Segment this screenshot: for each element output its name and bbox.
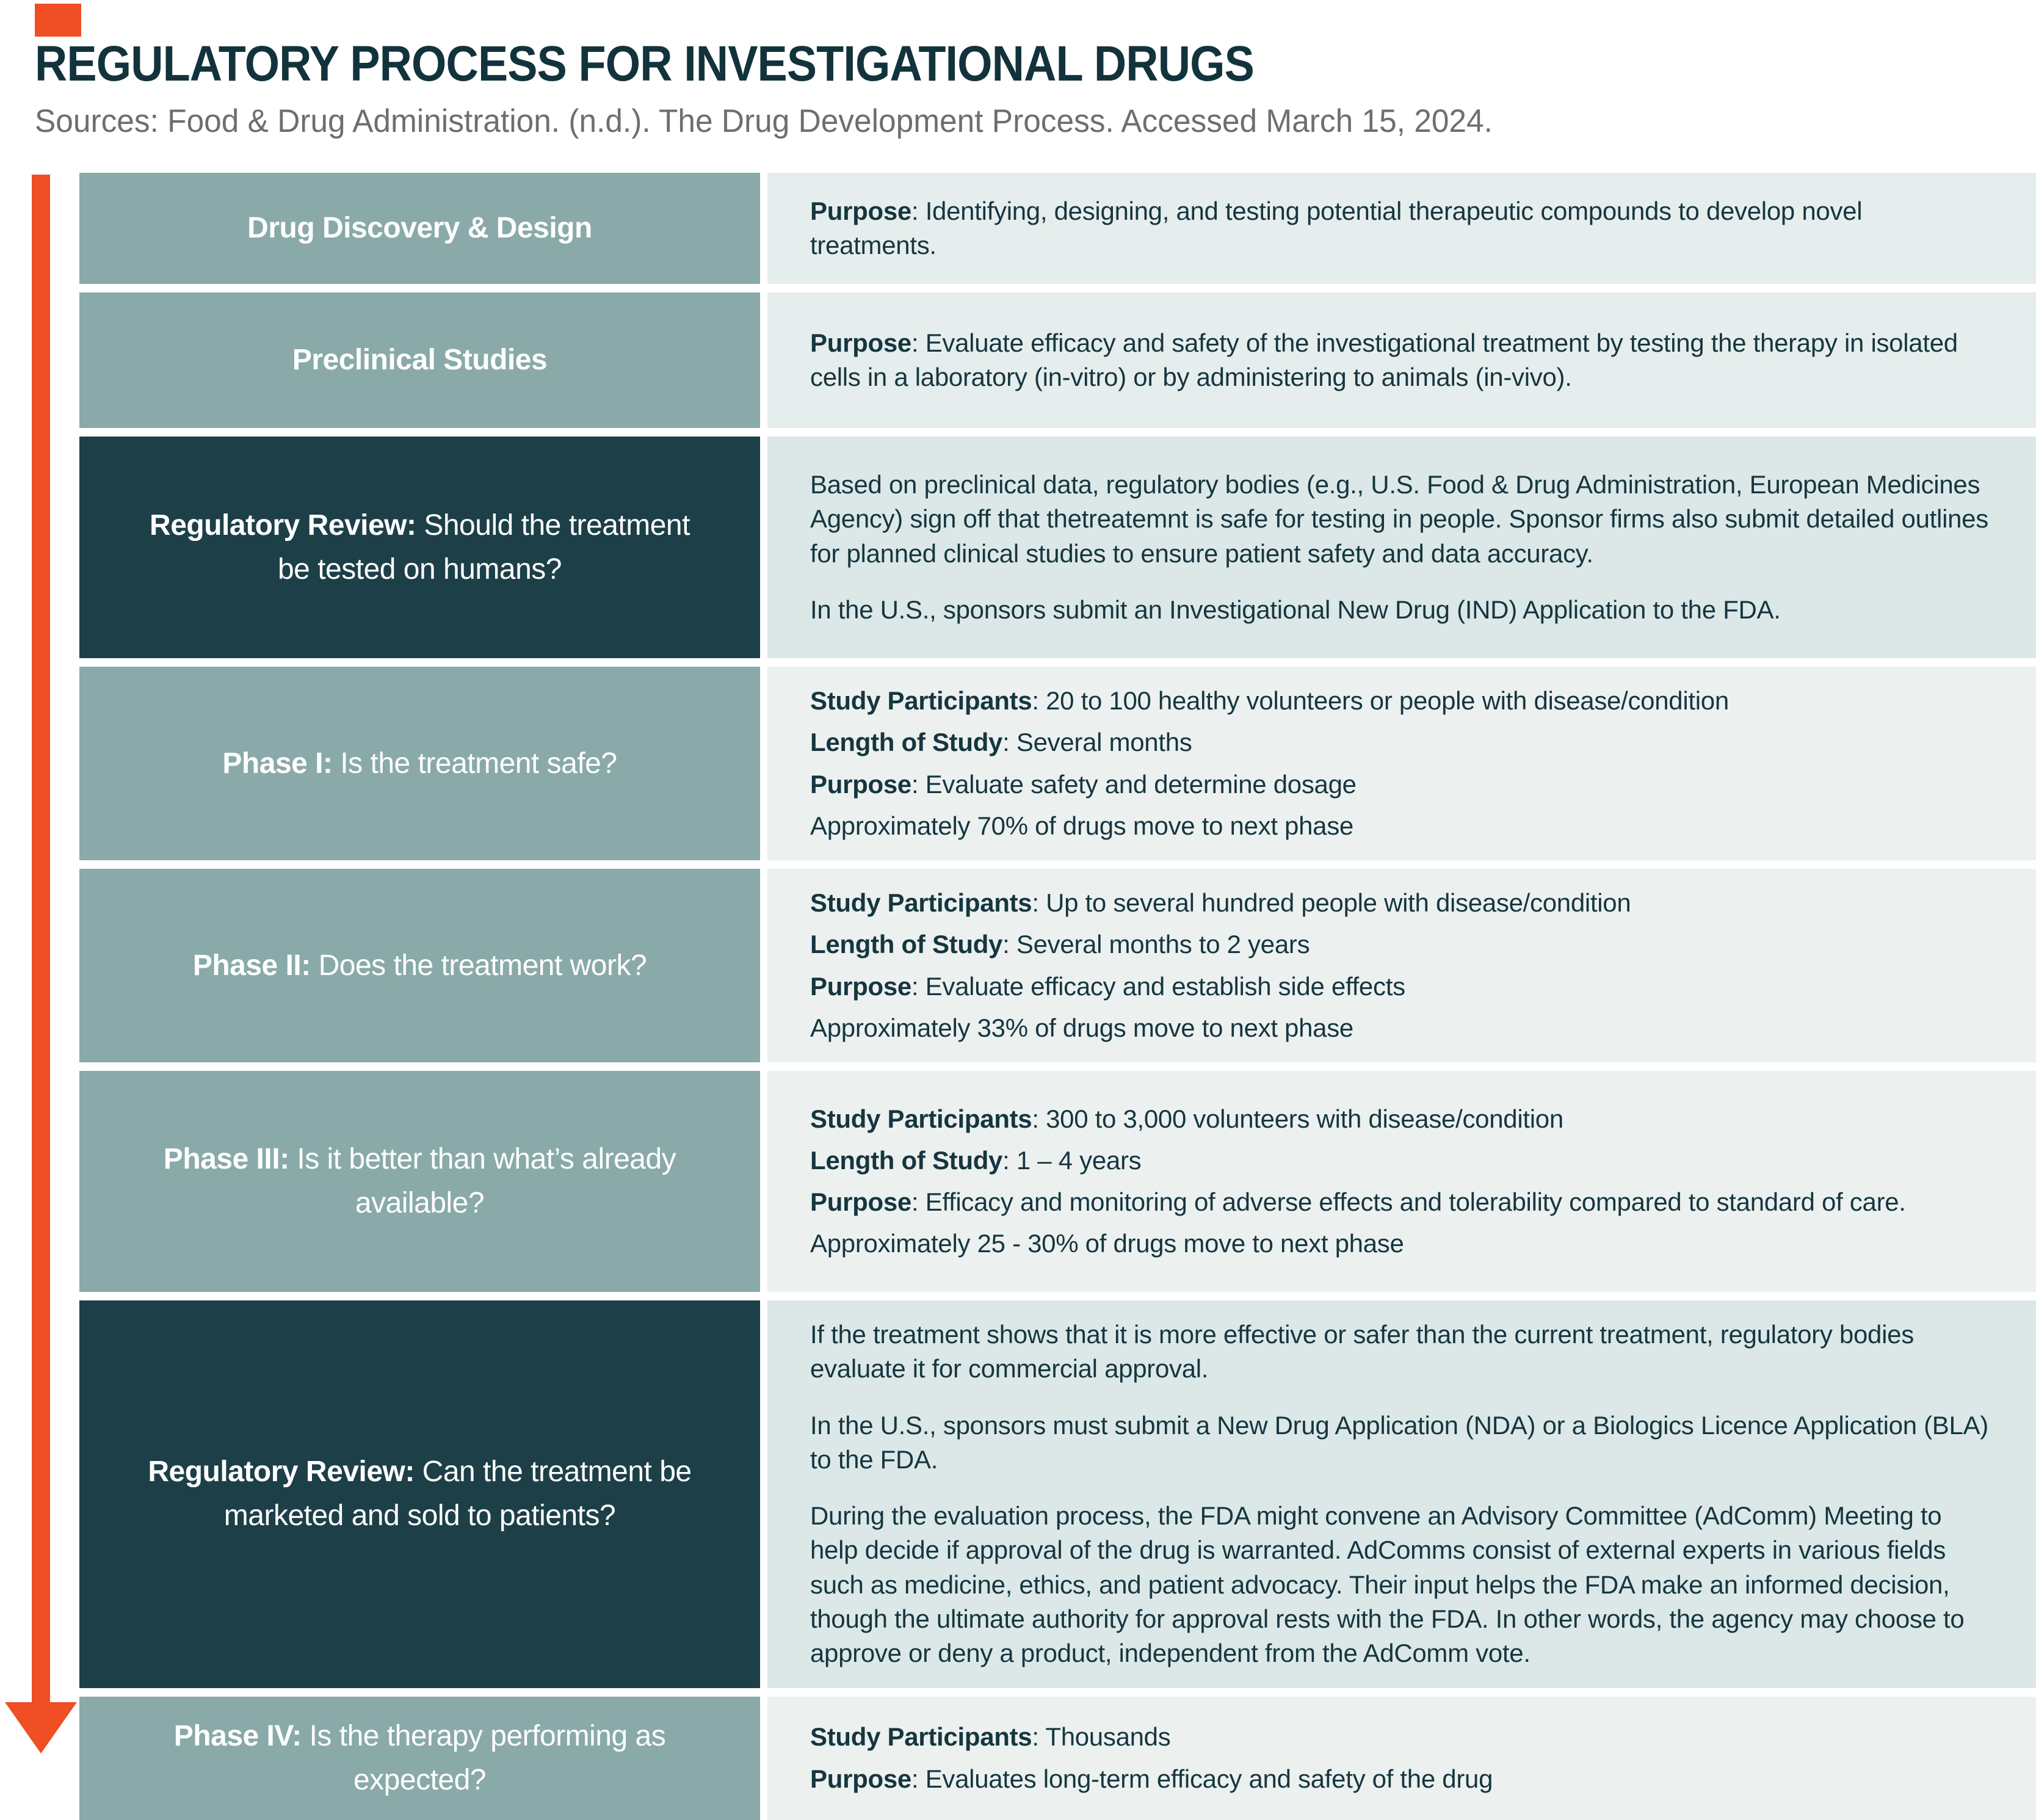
bold-text: Length of Study [810,728,1003,757]
process-rows [79,173,2036,1820]
stage-label-text [247,206,592,250]
detail-paragraph [810,886,1993,920]
bold-text: Study Participants [810,1104,1032,1133]
stage-detail-preclinical-studies [767,292,2036,428]
detail-paragraph [810,593,1993,627]
text: : 1 – 4 years [1002,1145,1142,1175]
stage-label-text [131,1450,708,1538]
bold-text: Purpose [810,196,911,225]
text: : 20 to 100 healthy volunteers or people with disease/condition [1032,686,1729,715]
text: : Evaluates long-term efficacy and safety of the drug [911,1764,1493,1793]
bold-text: Phase I: [222,747,333,780]
text: : Thousands [1032,1722,1171,1752]
stage-label-regulatory-review-ind [79,437,760,658]
detail-paragraph [810,1318,1993,1387]
bold-text: Preclinical Studies [292,344,548,376]
stage-label-phase-4 [79,1697,760,1820]
bold-text: Purpose [810,328,911,357]
detail-paragraph [810,725,1993,760]
text: Approximately 70% of drugs move to next phase [810,811,1353,840]
process-row-phase-2 [79,869,2036,1062]
stage-label-text [131,1137,708,1225]
detail-paragraph [810,970,1993,1004]
text: : Up to several hundred people with disease/condition [1032,888,1631,918]
text: : Evaluate efficacy and establish side effects [911,971,1405,1001]
process-row-phase-3 [79,1071,2036,1292]
stage-label-text [222,742,617,786]
bold-text: Purpose [810,769,911,799]
text: Approximately 25 - 30% of drugs move to next phase [810,1229,1404,1258]
text: : Identifying, designing, and testing potential therapeutic compounds to develop novel treatments. [810,196,1863,259]
detail-paragraph [810,684,1993,718]
detail-paragraph [810,767,1993,802]
bold-text: Drug Discovery & Design [247,212,592,244]
text: If the treatment shows that it is more effective or safer than the current treatment, regulatory bodies evaluate it for commercial approval. [810,1320,1914,1383]
bold-text: Length of Study [810,1145,1003,1175]
bold-text: Phase IV: [173,1719,302,1752]
text: Does the treatment work? [310,949,647,982]
stage-detail-regulatory-review-ind [767,437,2036,658]
stage-label-text [131,504,708,592]
text: Should the treatment be tested on humans? [277,509,690,586]
stage-detail-phase-1 [767,667,2036,860]
bold-text: Regulatory Review: [148,1456,415,1488]
bold-text: Length of Study [810,930,1003,959]
process-row-regulatory-review-ind [79,437,2036,658]
detail-paragraph [810,927,1993,962]
text: Is the therapy performing as expected? [301,1719,666,1796]
detail-paragraph [810,1185,1993,1219]
stage-detail-phase-4 [767,1697,2036,1820]
stage-label-phase-3 [79,1071,760,1292]
detail-paragraph [810,1011,1993,1045]
process-row-drug-discovery-design [79,173,2036,284]
detail-paragraph [810,1227,1993,1261]
text: : Efficacy and monitoring of adverse effects and tolerability compared to standard of care. [911,1187,1906,1217]
stage-detail-phase-3 [767,1071,2036,1292]
detail-paragraph [810,326,1993,395]
text: Is the treatment safe? [332,747,617,780]
detail-paragraph [810,468,1993,571]
page-title: REGULATORY PROCESS FOR INVESTIGATIONAL DRUGS [35,36,1254,92]
stage-label-preclinical-studies [79,292,760,428]
process-row-phase-4 [79,1697,2036,1820]
detail-paragraph [810,809,1993,843]
text: : Evaluate efficacy and safety of the investigational treatment by testing the therapy in isolated cells in a laboratory (in-vitro) or by administering to animals (in-vivo). [810,328,1958,391]
text: : Several months [1002,728,1192,757]
stage-detail-phase-2 [767,869,2036,1062]
stage-label-drug-discovery-design [79,173,760,284]
process-row-preclinical-studies [79,292,2036,428]
process-row-phase-1 [79,667,2036,860]
bold-text: Purpose [810,1187,911,1217]
detail-paragraph [810,194,1993,263]
arrow-down-icon [5,1702,77,1753]
stage-label-text [131,1714,708,1802]
bold-text: Phase III: [163,1143,289,1176]
stage-label-regulatory-review-marketing [79,1300,760,1688]
bold-text: Study Participants [810,888,1032,918]
stage-label-text [193,944,647,988]
stage-label-phase-1 [79,667,760,860]
detail-paragraph [810,1144,1993,1178]
text: Is it better than what’s already available? [289,1143,676,1220]
detail-paragraph [810,1102,1993,1136]
bold-text: Phase II: [192,949,311,982]
bold-text: Study Participants [810,686,1032,715]
text: Approximately 33% of drugs move to next phase [810,1013,1353,1042]
bold-text: Purpose [810,971,911,1001]
stage-detail-drug-discovery-design [767,173,2036,284]
bold-text: Purpose [810,1764,911,1793]
detail-paragraph [810,1762,1993,1796]
stage-label-text [292,338,547,382]
bold-text: Study Participants [810,1722,1032,1752]
arrow-shaft [32,175,50,1705]
detail-paragraph [810,1409,1993,1477]
text: In the U.S., sponsors must submit a New Drug Application (NDA) or a Biologics Licence Application (BLA) to the FDA. [810,1410,1988,1474]
detail-paragraph [810,1499,1993,1670]
detail-paragraph [810,1720,1993,1754]
stage-label-phase-2 [79,869,760,1062]
source-line: Sources: Food & Drug Administration. (n.d.). The Drug Development Process. Accessed March 15, 2024. [35,103,1493,139]
text: : Several months to 2 years [1002,930,1310,959]
text: Based on preclinical data, regulatory bodies (e.g., U.S. Food & Drug Administration, European Medicines Agency) sign off that thetreatemnt is safe for testing in people. Sponsor firms also submit detailed outlines for planned clinical studies to ensure patient safety and data accuracy. [810,470,1988,568]
bold-text: Regulatory Review: [150,509,416,542]
stage-detail-regulatory-review-marketing [767,1300,2036,1688]
text: Can the treatment be marketed and sold to patients? [223,1456,692,1532]
process-row-regulatory-review-marketing [79,1300,2036,1688]
text: : Evaluate safety and determine dosage [911,769,1357,799]
accent-square [35,4,81,37]
text: During the evaluation process, the FDA might convene an Advisory Committee (AdComm) Meeting to help decide if approval of the drug is warranted. AdComms consist of external experts in various fields such as medicine, ethics, and patient advocacy. Their input helps the FDA make an informed decision, though the ultimate authority for approval rests with the FDA. In other words, the agency may choose to approve or deny a product, independent from the AdComm vote. [810,1501,1965,1668]
text: : 300 to 3,000 volunteers with disease/condition [1032,1104,1563,1133]
text: In the U.S., sponsors submit an Investigational New Drug (IND) Application to the FDA. [810,595,1781,624]
